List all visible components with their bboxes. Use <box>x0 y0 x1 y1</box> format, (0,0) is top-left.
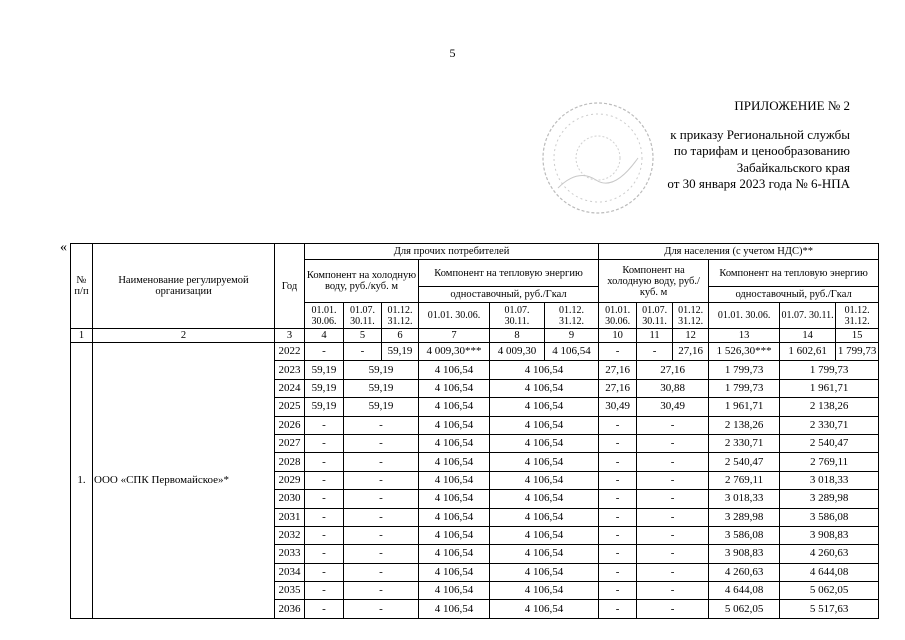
year-cell: 2032 <box>275 526 305 544</box>
table-cell: 30,88 <box>637 379 709 397</box>
table-cell: - <box>305 453 344 471</box>
table-cell: - <box>637 563 709 581</box>
table-cell: - <box>344 434 419 452</box>
column-number: 7 <box>419 329 490 343</box>
year-cell: 2027 <box>275 434 305 452</box>
column-number: 13 <box>709 329 780 343</box>
table-cell: 4 106,54 <box>419 379 490 397</box>
organization-name: ООО «СПК Первомайское»* <box>93 343 275 619</box>
table-cell: - <box>344 508 419 526</box>
period-header: 01.07. 30.11. <box>490 303 545 329</box>
table-cell: - <box>305 600 344 618</box>
table-cell: - <box>599 582 637 600</box>
table-cell: 4 644,08 <box>709 582 780 600</box>
column-numbers-row <box>71 329 879 343</box>
table-cell: - <box>599 343 637 361</box>
table-cell: - <box>305 490 344 508</box>
table-cell: - <box>344 582 419 600</box>
period-header: 01.12. 31.12. <box>545 303 599 329</box>
table-cell: 4 009,30 <box>490 343 545 361</box>
table-cell: - <box>637 453 709 471</box>
table-cell: 30,49 <box>599 398 637 416</box>
appendix-title: ПРИЛОЖЕНИЕ № 2 <box>734 98 850 113</box>
table-cell: 2 769,11 <box>780 453 879 471</box>
table-cell: - <box>599 416 637 434</box>
table-cell: - <box>344 471 419 489</box>
table-cell: 2 540,47 <box>780 434 879 452</box>
table-cell: 3 018,33 <box>709 490 780 508</box>
appendix-line: к приказу Региональной службы <box>670 126 850 142</box>
table-cell: - <box>637 343 673 361</box>
table-cell: - <box>599 453 637 471</box>
column-number: 6 <box>382 329 419 343</box>
table-cell: 3 586,08 <box>780 508 879 526</box>
table-cell: 27,16 <box>599 379 637 397</box>
table-cell: 4 106,54 <box>419 471 490 489</box>
year-cell: 2035 <box>275 582 305 600</box>
table-cell: - <box>599 508 637 526</box>
table-cell: 4 106,54 <box>545 343 599 361</box>
table-cell: 4 106,54 <box>490 453 599 471</box>
column-number: 14 <box>780 329 836 343</box>
header-population: Для населения (с учетом НДС)** <box>599 244 879 260</box>
table-cell: 3 018,33 <box>780 471 879 489</box>
column-number: 4 <box>305 329 344 343</box>
period-header: 01.07. 30.11. <box>637 303 673 329</box>
column-number: 5 <box>344 329 382 343</box>
table-cell: - <box>344 416 419 434</box>
table-cell: 4 106,54 <box>490 600 599 618</box>
table-cell: 1 799,73 <box>836 343 879 361</box>
table-cell: 4 106,54 <box>490 398 599 416</box>
table-cell: 4 106,54 <box>490 434 599 452</box>
table-cell: 4 106,54 <box>490 563 599 581</box>
header-single-rate: одноставочный, руб./Гкал <box>419 287 599 303</box>
table-cell: - <box>599 545 637 563</box>
table-cell: 1 799,73 <box>709 379 780 397</box>
table-cell: - <box>344 526 419 544</box>
table-cell: - <box>344 343 382 361</box>
tariff-table <box>70 243 879 619</box>
header-number: № п/п <box>71 244 93 329</box>
table-cell: 59,19 <box>305 398 344 416</box>
header-single-rate-pop: одноставочный, руб./Гкал <box>709 287 879 303</box>
table-cell: 2 138,26 <box>709 416 780 434</box>
table-cell: - <box>599 526 637 544</box>
table-cell: 4 260,63 <box>780 545 879 563</box>
table-cell: - <box>344 563 419 581</box>
table-cell: 1 526,30*** <box>709 343 780 361</box>
appendix-line: от 30 января 2023 года № 6-НПА <box>667 176 850 191</box>
period-header: 01.12. 31.12. <box>673 303 709 329</box>
table-cell: 4 106,54 <box>419 490 490 508</box>
table-cell: 4 106,54 <box>419 416 490 434</box>
column-number: 2 <box>93 329 275 343</box>
table-cell: 3 289,98 <box>709 508 780 526</box>
table-cell: - <box>637 508 709 526</box>
period-header: 01.01. 30.06. <box>419 303 490 329</box>
table-cell: 4 106,54 <box>419 600 490 618</box>
table-cell: 4 106,54 <box>490 526 599 544</box>
table-cell: - <box>305 582 344 600</box>
table-cell: 1 602,61 <box>780 343 836 361</box>
column-number: 3 <box>275 329 305 343</box>
table-cell: 59,19 <box>305 361 344 379</box>
table-cell: 4 644,08 <box>780 563 879 581</box>
table-cell: 3 908,83 <box>780 526 879 544</box>
table-cell: 4 106,54 <box>419 545 490 563</box>
table-cell: 4 106,54 <box>490 508 599 526</box>
period-header: 01.01. 30.06. <box>305 303 344 329</box>
table-cell: 4 106,54 <box>490 545 599 563</box>
table-cell: - <box>599 563 637 581</box>
table-cell: 4 106,54 <box>419 434 490 452</box>
table-cell: - <box>305 563 344 581</box>
table-cell: - <box>637 434 709 452</box>
table-cell: 4 106,54 <box>490 582 599 600</box>
header-other-consumers: Для прочих потребителей <box>305 244 599 260</box>
column-number: 1 <box>71 329 93 343</box>
table-cell: 1 799,73 <box>780 361 879 379</box>
header-cold-water-pop: Компонент на холодную воду, руб./куб. м <box>599 260 709 303</box>
period-header: 01.01. 30.06. <box>709 303 780 329</box>
table-cell: - <box>637 490 709 508</box>
table-cell: 2 138,26 <box>780 398 879 416</box>
table-cell: 27,16 <box>637 361 709 379</box>
year-cell: 2029 <box>275 471 305 489</box>
table-cell: 59,19 <box>382 343 419 361</box>
table-cell: - <box>305 343 344 361</box>
table-cell: 4 260,63 <box>709 563 780 581</box>
table-cell: 2 330,71 <box>780 416 879 434</box>
table-cell: 3 586,08 <box>709 526 780 544</box>
year-cell: 2031 <box>275 508 305 526</box>
table-cell: 4 009,30*** <box>419 343 490 361</box>
table-cell: 59,19 <box>344 379 419 397</box>
table-cell: 1 961,71 <box>709 398 780 416</box>
table-cell: 2 769,11 <box>709 471 780 489</box>
table-cell: 4 106,54 <box>490 361 599 379</box>
table-cell: 4 106,54 <box>419 526 490 544</box>
table-cell: 2 540,47 <box>709 453 780 471</box>
table-cell: 4 106,54 <box>490 471 599 489</box>
table-cell: - <box>599 490 637 508</box>
year-cell: 2033 <box>275 545 305 563</box>
table-cell: 30,49 <box>637 398 709 416</box>
year-cell: 2030 <box>275 490 305 508</box>
column-number: 10 <box>599 329 637 343</box>
year-cell: 2025 <box>275 398 305 416</box>
table-cell: - <box>637 582 709 600</box>
header-cold-water: Компонент на холодную воду, руб./куб. м <box>305 260 419 303</box>
table-cell: 4 106,54 <box>419 508 490 526</box>
table-cell: - <box>637 416 709 434</box>
column-number: 15 <box>836 329 879 343</box>
table-cell: 4 106,54 <box>419 361 490 379</box>
table-cell: 2 330,71 <box>709 434 780 452</box>
table-cell: 4 106,54 <box>490 379 599 397</box>
table-cell: 3 908,83 <box>709 545 780 563</box>
table-cell: 27,16 <box>673 343 709 361</box>
table-cell: - <box>344 490 419 508</box>
table-cell: 1 961,71 <box>780 379 879 397</box>
table-cell: 59,19 <box>344 398 419 416</box>
table-cell: - <box>344 453 419 471</box>
appendix-header <box>600 98 850 193</box>
year-cell: 2023 <box>275 361 305 379</box>
year-cell: 2022 <box>275 343 305 361</box>
table-cell: 4 106,54 <box>419 453 490 471</box>
column-number: 9 <box>545 329 599 343</box>
header-year: Год <box>275 244 305 329</box>
table-cell: - <box>305 471 344 489</box>
table-cell: - <box>599 600 637 618</box>
table-cell: - <box>305 508 344 526</box>
year-cell: 2036 <box>275 600 305 618</box>
column-number: 12 <box>673 329 709 343</box>
year-cell: 2034 <box>275 563 305 581</box>
header-heat-energy-pop: Компонент на тепловую энергию <box>709 260 879 287</box>
page-number: 5 <box>449 46 456 60</box>
year-cell: 2028 <box>275 453 305 471</box>
table-cell: - <box>637 471 709 489</box>
table-cell: 59,19 <box>344 361 419 379</box>
table-cell: 4 106,54 <box>419 398 490 416</box>
table-cell: - <box>305 416 344 434</box>
year-cell: 2024 <box>275 379 305 397</box>
table-cell: - <box>637 545 709 563</box>
table-cell: 4 106,54 <box>419 582 490 600</box>
table-cell: - <box>344 545 419 563</box>
appendix-line: Забайкальского края <box>736 159 850 175</box>
appendix-line: по тарифам и ценообразованию <box>673 143 850 158</box>
table-cell: 1 799,73 <box>709 361 780 379</box>
period-header: 01.07. 30.11. <box>344 303 382 329</box>
period-header: 01.12. 31.12. <box>382 303 419 329</box>
table-cell: 4 106,54 <box>490 416 599 434</box>
table-cell: 27,16 <box>599 361 637 379</box>
table-cell: 4 106,54 <box>419 563 490 581</box>
column-number: 11 <box>637 329 673 343</box>
opening-quote: « <box>60 240 67 255</box>
year-cell: 2026 <box>275 416 305 434</box>
table-cell: - <box>305 545 344 563</box>
header-heat-energy: Компонент на тепловую энергию <box>419 260 599 287</box>
table-cell: - <box>599 434 637 452</box>
table-cell: - <box>637 526 709 544</box>
table-cell: - <box>305 434 344 452</box>
table-row <box>71 343 879 361</box>
column-number: 8 <box>490 329 545 343</box>
table-cell: 59,19 <box>305 379 344 397</box>
table-cell: - <box>305 526 344 544</box>
table-cell: 5 517,63 <box>780 600 879 618</box>
table-cell: 5 062,05 <box>709 600 780 618</box>
row-number: 1. <box>71 343 93 619</box>
table-cell: - <box>344 600 419 618</box>
header-organization: Наименование регулируемой организации <box>93 244 275 329</box>
table-cell: 3 289,98 <box>780 490 879 508</box>
period-header: 01.01. 30.06. <box>599 303 637 329</box>
table-cell: 4 106,54 <box>490 490 599 508</box>
period-header: 01.07. 30.11. <box>780 303 836 329</box>
table-cell: 5 062,05 <box>780 582 879 600</box>
table-cell: - <box>599 471 637 489</box>
table-cell: - <box>637 600 709 618</box>
period-header: 01.12. 31.12. <box>836 303 879 329</box>
